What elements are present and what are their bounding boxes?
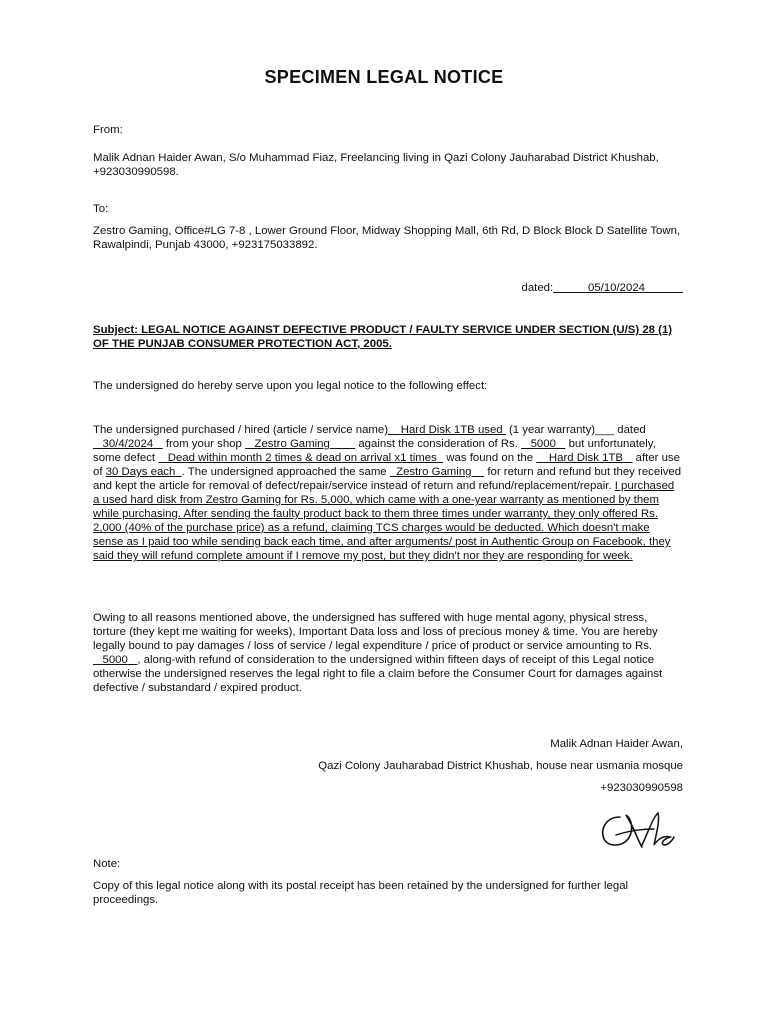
from-text: Malik Adnan Haider Awan, S/o Muhammad Fiaz, Freelancing living in Qazi Colony Jauharabad District Khushab, +923030990598. (93, 152, 659, 178)
amount-field: 5000 (530, 438, 556, 450)
intro-paragraph: The undersigned do hereby serve upon you legal notice to the following effect: (93, 380, 488, 392)
main-paragraph (93, 423, 683, 563)
article-field: Hard Disk 1TB used (400, 424, 503, 436)
para-text: for return and refund but they received and kept the article for removal of defect/repair/service instead of return and refund/replacement/repair. (93, 466, 682, 492)
purchase-date-field: 30/4/2024 (102, 438, 154, 450)
para-text: after use of (93, 452, 680, 478)
para-text: but unfortunately, some defect (93, 438, 656, 464)
document-title: SPECIMEN LEGAL NOTICE (264, 67, 504, 87)
complaint-details: I purchased a used hard disk from Zestro Gaming for Rs. 5,000, which came with a one-year warranty as mentioned by them while purchasing. After sending the faulty product back to them three times under warranty, they only offered Rs. 2,000 (40% of the purchase price) as a refund, claiming TCS charges would be deducted. Which doesn't make sense as I paid too while sending back each time, and after arguments/ post in Authentic Group on Facebook, they said they will refund complete amount if I remove my post, but they didn't nor they are responding for week. (93, 480, 675, 562)
note-text: Copy of this legal notice along with its postal receipt has been retained by the undersigned for further legal proceedings. (93, 880, 629, 906)
signature-address: Qazi Colony Jauharabad District Khushab, house near usmania mosque (318, 760, 683, 772)
damages-paragraph (93, 611, 683, 695)
use-period-field: 30 Days each (105, 466, 176, 478)
signature-name: Malik Adnan Haider Awan, (550, 738, 683, 750)
same-shop-field: Zestro Gaming (396, 466, 472, 478)
para-text: against the consideration of Rs. (355, 438, 522, 450)
to-text: Zestro Gaming, Office#LG 7-8 , Lower Ground Floor, Midway Shopping Mall, 6th Rd, D Block Block D Satellite Town, Rawalpindi, Punjab 43000, +923175033892. (93, 225, 681, 251)
para-text: . The undersigned approached the same (181, 466, 390, 478)
date-label: dated: (521, 282, 554, 294)
from-section (93, 123, 683, 179)
para-text: , along-with refund of consideration to the undersigned within fifteen days of receipt of this Legal notice otherwise the undersigned reserves the legal right to file a claim before the Consumer Court for damages against defective / substandard / expired product. (93, 654, 663, 694)
note-label: Note: (93, 858, 121, 870)
handwritten-signature (598, 805, 678, 851)
signature-phone: +923030990598 (600, 782, 683, 794)
item-field: Hard Disk 1TB (548, 452, 623, 464)
para-text: from your shop (162, 438, 245, 450)
damages-amount-field: 5000 (102, 654, 128, 666)
para-text: (1 year warranty)___ dated (505, 424, 646, 436)
from-label: From: (93, 124, 123, 136)
to-section (93, 202, 683, 252)
date-value: 05/10/2024 (588, 282, 646, 294)
shop-field: Zestro Gaming (254, 438, 330, 450)
subject-line: Subject: LEGAL NOTICE AGAINST DEFECTIVE PRODUCT / FAULTY SERVICE UNDER SECTION (U/S) 28 (1) OF THE PUNJAB CONSUMER PROTECTION ACT, 2005. (93, 324, 673, 350)
to-label: To: (93, 203, 109, 215)
para-text: The undersigned purchased / hired (article / service name) (93, 424, 389, 436)
date-line (93, 281, 683, 295)
para-text: Owing to all reasons mentioned above, the undersigned has suffered with huge mental agony, physical stress, torture (they kept me waiting for weeks), Important Data loss and loss of precious money & time. You are hereby legally bound to pay damages / loss of service / legal expenditure / price of product or service amounting to Rs. (93, 612, 658, 652)
defect-field: Dead within month 2 times & dead on arrival x1 times (167, 452, 437, 464)
para-text: was found on the (443, 452, 537, 464)
note-section (93, 857, 683, 907)
